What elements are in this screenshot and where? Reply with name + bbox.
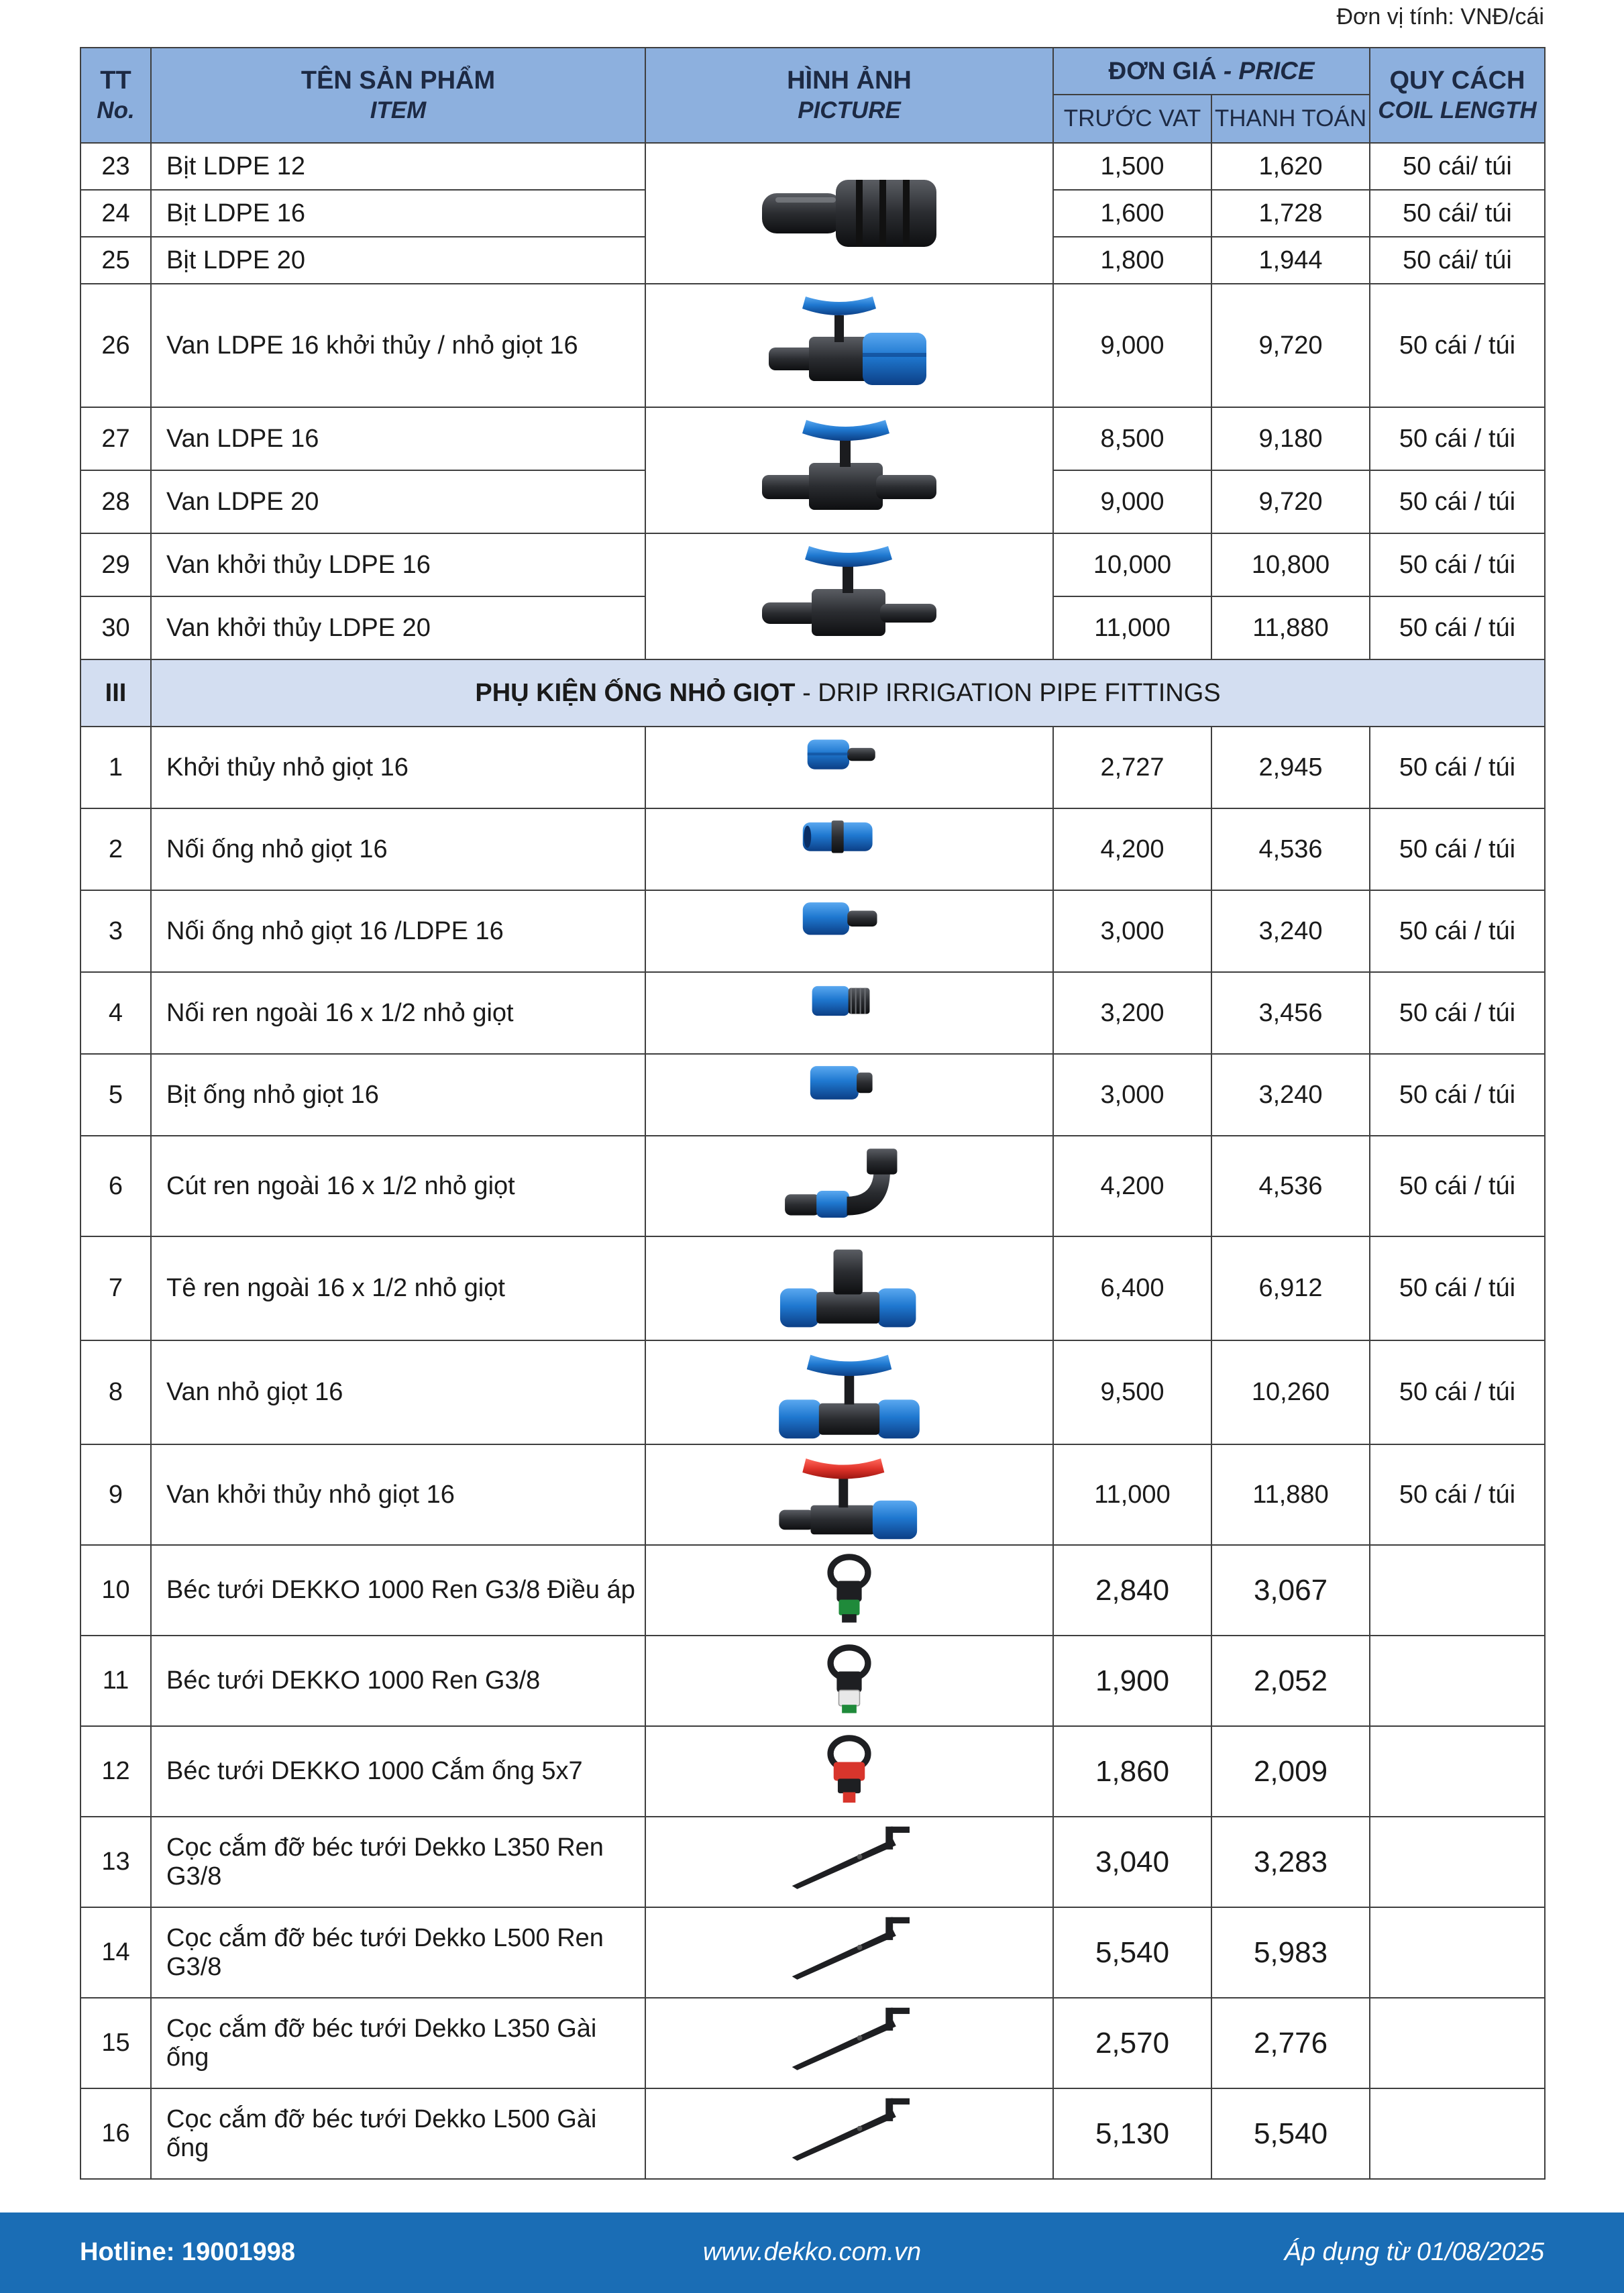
elbow-icon xyxy=(762,1140,936,1232)
row-name: Cút ren ngoài 16 x 1/2 nhỏ giọt xyxy=(151,1136,645,1236)
red-valve-icon xyxy=(762,1449,936,1540)
table-row xyxy=(80,1636,1545,1726)
row-price-before: 11,000 xyxy=(1053,1444,1211,1545)
row-name: Nối ống nhỏ giọt 16 /LDPE 16 xyxy=(151,890,645,972)
row-name: Bịt LDPE 20 xyxy=(151,237,645,284)
table-row xyxy=(80,1817,1545,1907)
row-price-after: 3,240 xyxy=(1211,890,1370,972)
row-price-before: 3,200 xyxy=(1053,972,1211,1054)
row-price-before: 1,500 xyxy=(1053,143,1211,190)
table-row xyxy=(80,407,1545,470)
website-link[interactable]: www.dekko.com.vn xyxy=(702,2238,922,2266)
row-picture xyxy=(645,1136,1053,1236)
row-picture xyxy=(645,972,1053,1054)
row-price-after: 3,067 xyxy=(1211,1545,1370,1636)
row-no: 7 xyxy=(80,1236,151,1340)
row-price-after: 1,944 xyxy=(1211,237,1370,284)
row-price-after: 9,720 xyxy=(1211,470,1370,533)
table-row xyxy=(80,1545,1545,1636)
row-price-after: 3,240 xyxy=(1211,1054,1370,1136)
row-price-before: 8,500 xyxy=(1053,407,1211,470)
row-price-before: 10,000 xyxy=(1053,533,1211,596)
ldpe-drip-valve-icon xyxy=(762,288,936,403)
hotline[interactable]: Hotline: 19001998 xyxy=(80,2238,296,2266)
table-row xyxy=(80,1907,1545,1998)
row-pack: 50 cái / túi xyxy=(1370,1340,1545,1444)
row-picture xyxy=(645,727,1053,808)
sprinkler-red-icon xyxy=(762,1731,936,1812)
row-price-before: 5,130 xyxy=(1053,2088,1211,2179)
row-pack xyxy=(1370,1998,1545,2088)
table-row xyxy=(80,890,1545,972)
row-price-after: 3,283 xyxy=(1211,1817,1370,1907)
row-pack: 50 cái / túi xyxy=(1370,1136,1545,1236)
table-row xyxy=(80,1998,1545,2088)
row-pack xyxy=(1370,1726,1545,1817)
row-price-after: 1,620 xyxy=(1211,143,1370,190)
header-spec: QUY CÁCH COIL LENGTH xyxy=(1370,48,1545,143)
row-name: Van LDPE 16 xyxy=(151,407,645,470)
row-no: 3 xyxy=(80,890,151,972)
row-price-after: 2,776 xyxy=(1211,1998,1370,2088)
table-row xyxy=(80,1340,1545,1444)
sprinkler-green-icon xyxy=(762,1550,936,1631)
row-no: 24 xyxy=(80,190,151,237)
row-price-after: 4,536 xyxy=(1211,808,1370,890)
row-price-after: 9,720 xyxy=(1211,284,1370,407)
row-no: 10 xyxy=(80,1545,151,1636)
row-pack: 50 cái / túi xyxy=(1370,1054,1545,1136)
row-picture xyxy=(645,1726,1053,1817)
row-picture xyxy=(645,890,1053,972)
row-picture xyxy=(645,1340,1053,1444)
table-row xyxy=(80,808,1545,890)
row-price-before: 11,000 xyxy=(1053,596,1211,659)
table-row xyxy=(80,2088,1545,2179)
picture-valve-start-ldpe xyxy=(645,533,1053,659)
row-picture xyxy=(645,2088,1053,2179)
row-pack: 50 cái / túi xyxy=(1370,1444,1545,1545)
row-price-after: 5,983 xyxy=(1211,1907,1370,1998)
row-price-before: 1,600 xyxy=(1053,190,1211,237)
stake-icon xyxy=(762,1821,936,1903)
table-row xyxy=(80,143,1545,190)
row-no: 23 xyxy=(80,143,151,190)
row-pack: 50 cái / túi xyxy=(1370,284,1545,407)
row-name: Cọc cắm đỡ béc tưới Dekko L500 Ren G3/8 xyxy=(151,1907,645,1998)
row-name: Béc tưới DEKKO 1000 Cắm ống 5x7 xyxy=(151,1726,645,1817)
row-price-before: 1,900 xyxy=(1053,1636,1211,1726)
row-price-before: 6,400 xyxy=(1053,1236,1211,1340)
coupling-icon xyxy=(762,813,936,886)
row-no: 14 xyxy=(80,1907,151,1998)
row-no: 12 xyxy=(80,1726,151,1817)
row-name: Nối ren ngoài 16 x 1/2 nhỏ giọt xyxy=(151,972,645,1054)
header-picture: HÌNH ẢNH PICTURE xyxy=(645,48,1053,143)
row-pack: 50 cái / túi xyxy=(1370,727,1545,808)
header-price: ĐƠN GIÁ - PRICE xyxy=(1053,48,1370,95)
row-no: 16 xyxy=(80,2088,151,2179)
row-price-after: 11,880 xyxy=(1211,1444,1370,1545)
row-price-before: 5,540 xyxy=(1053,1907,1211,1998)
row-pack: 50 cái / túi xyxy=(1370,808,1545,890)
row-price-before: 1,860 xyxy=(1053,1726,1211,1817)
row-name: Bịt LDPE 12 xyxy=(151,143,645,190)
table-row xyxy=(80,533,1545,596)
blue-valve-icon xyxy=(762,1345,936,1440)
table-row xyxy=(80,1054,1545,1136)
row-price-before: 1,800 xyxy=(1053,237,1211,284)
row-no: 1 xyxy=(80,727,151,808)
row-no: 28 xyxy=(80,470,151,533)
row-pack: 50 cái/ túi xyxy=(1370,237,1545,284)
row-no: 26 xyxy=(80,284,151,407)
row-no: 2 xyxy=(80,808,151,890)
row-no: 15 xyxy=(80,1998,151,2088)
row-price-after: 2,009 xyxy=(1211,1726,1370,1817)
start-valve-ldpe-icon xyxy=(755,539,943,653)
header-name: TÊN SẢN PHẨM ITEM xyxy=(151,48,645,143)
row-name: Van LDPE 20 xyxy=(151,470,645,533)
row-name: Cọc cắm đỡ béc tưới Dekko L500 Gài ống xyxy=(151,2088,645,2179)
row-price-after: 9,180 xyxy=(1211,407,1370,470)
applied-date: Áp dụng từ 01/08/2025 xyxy=(1284,2238,1544,2266)
row-no: 29 xyxy=(80,533,151,596)
row-price-after: 2,945 xyxy=(1211,727,1370,808)
row-no: 9 xyxy=(80,1444,151,1545)
male-thread-icon xyxy=(762,977,936,1049)
row-pack: 50 cái / túi xyxy=(1370,407,1545,470)
row-pack: 50 cái / túi xyxy=(1370,972,1545,1054)
row-price-before: 9,500 xyxy=(1053,1340,1211,1444)
row-no: 8 xyxy=(80,1340,151,1444)
row-pack xyxy=(1370,2088,1545,2179)
row-price-before: 3,040 xyxy=(1053,1817,1211,1907)
row-no: 4 xyxy=(80,972,151,1054)
row-name: Khởi thủy nhỏ giọt 16 xyxy=(151,727,645,808)
row-picture xyxy=(645,1054,1053,1136)
row-price-before: 9,000 xyxy=(1053,470,1211,533)
row-picture xyxy=(645,1998,1053,2088)
row-name: Bịt LDPE 16 xyxy=(151,190,645,237)
row-picture xyxy=(645,1236,1053,1340)
section-row xyxy=(80,659,1545,727)
row-pack xyxy=(1370,1545,1545,1636)
section-title: PHỤ KIỆN ỐNG NHỎ GIỌT - DRIP IRRIGATION PIPE FITTINGS xyxy=(151,659,1545,727)
row-picture xyxy=(645,1636,1053,1726)
section-number: III xyxy=(80,659,151,727)
row-pack xyxy=(1370,1636,1545,1726)
row-name: Béc tưới DEKKO 1000 Ren G3/8 xyxy=(151,1636,645,1726)
row-price-after: 11,880 xyxy=(1211,596,1370,659)
row-name: Bịt ống nhỏ giọt 16 xyxy=(151,1054,645,1136)
row-name: Nối ống nhỏ giọt 16 xyxy=(151,808,645,890)
row-picture xyxy=(645,1817,1053,1907)
table-row xyxy=(80,727,1545,808)
header-payment: THANH TOÁN xyxy=(1211,95,1370,143)
row-name: Van nhỏ giọt 16 xyxy=(151,1340,645,1444)
table-row xyxy=(80,1136,1545,1236)
unit-note: Đơn vị tính: VNĐ/cái xyxy=(1336,4,1544,30)
row-price-before: 9,000 xyxy=(1053,284,1211,407)
row-pack: 50 cái / túi xyxy=(1370,470,1545,533)
row-price-after: 10,260 xyxy=(1211,1340,1370,1444)
row-price-after: 10,800 xyxy=(1211,533,1370,596)
row-price-before: 4,200 xyxy=(1053,808,1211,890)
row-price-after: 5,540 xyxy=(1211,2088,1370,2179)
stake-icon xyxy=(762,2093,936,2174)
row-picture xyxy=(645,1545,1053,1636)
row-price-after: 2,052 xyxy=(1211,1636,1370,1726)
row-pack: 50 cái / túi xyxy=(1370,533,1545,596)
table-row xyxy=(80,284,1545,407)
row-pack xyxy=(1370,1817,1545,1907)
row-no: 27 xyxy=(80,407,151,470)
picture-valve-ldpe-drip xyxy=(645,284,1053,407)
row-price-before: 2,840 xyxy=(1053,1545,1211,1636)
row-price-before: 4,200 xyxy=(1053,1136,1211,1236)
row-price-after: 6,912 xyxy=(1211,1236,1370,1340)
row-price-before: 3,000 xyxy=(1053,1054,1211,1136)
row-pack: 50 cái/ túi xyxy=(1370,143,1545,190)
row-pack: 50 cái / túi xyxy=(1370,1236,1545,1340)
tee-icon xyxy=(762,1241,936,1336)
row-name: Van khởi thủy nhỏ giọt 16 xyxy=(151,1444,645,1545)
row-price-after: 1,728 xyxy=(1211,190,1370,237)
table-row xyxy=(80,1444,1545,1545)
row-name: Cọc cắm đỡ béc tưới Dekko L350 Ren G3/8 xyxy=(151,1817,645,1907)
row-price-before: 3,000 xyxy=(1053,890,1211,972)
row-picture xyxy=(645,1444,1053,1545)
row-name: Béc tưới DEKKO 1000 Ren G3/8 Điều áp xyxy=(151,1545,645,1636)
picture-valve-ldpe xyxy=(645,407,1053,533)
row-price-after: 4,536 xyxy=(1211,1136,1370,1236)
row-price-after: 3,456 xyxy=(1211,972,1370,1054)
header-before-vat: TRƯỚC VAT xyxy=(1053,95,1211,143)
end-cap-icon xyxy=(762,1059,936,1131)
table-row xyxy=(80,1236,1545,1340)
row-pack: 50 cái / túi xyxy=(1370,890,1545,972)
stake-icon xyxy=(762,1912,936,1993)
row-name: Van khởi thủy LDPE 16 xyxy=(151,533,645,596)
row-name: Van khởi thủy LDPE 20 xyxy=(151,596,645,659)
row-picture xyxy=(645,808,1053,890)
row-pack: 50 cái / túi xyxy=(1370,596,1545,659)
header-tt: TT No. xyxy=(80,48,151,143)
ldpe-valve-icon xyxy=(755,413,943,527)
row-no: 13 xyxy=(80,1817,151,1907)
row-pack: 50 cái/ túi xyxy=(1370,190,1545,237)
row-picture xyxy=(645,1907,1053,1998)
adapter-icon xyxy=(762,895,936,967)
row-name: Tê ren ngoài 16 x 1/2 nhỏ giọt xyxy=(151,1236,645,1340)
row-no: 25 xyxy=(80,237,151,284)
picture-plug-ldpe xyxy=(645,143,1053,284)
table-row xyxy=(80,972,1545,1054)
row-name: Van LDPE 16 khởi thủy / nhỏ giọt 16 xyxy=(151,284,645,407)
sprinkler-white-icon xyxy=(762,1640,936,1721)
row-no: 30 xyxy=(80,596,151,659)
price-table xyxy=(80,47,1546,2180)
row-no: 6 xyxy=(80,1136,151,1236)
row-pack xyxy=(1370,1907,1545,1998)
footer-bar xyxy=(0,2212,1624,2293)
row-price-before: 2,570 xyxy=(1053,1998,1211,2088)
row-no: 11 xyxy=(80,1636,151,1726)
stake-icon xyxy=(762,2003,936,2084)
start-connector-icon xyxy=(762,731,936,804)
table-row xyxy=(80,1726,1545,1817)
ldpe-plug-icon xyxy=(749,160,950,267)
row-no: 5 xyxy=(80,1054,151,1136)
row-price-before: 2,727 xyxy=(1053,727,1211,808)
row-name: Cọc cắm đỡ béc tưới Dekko L350 Gài ống xyxy=(151,1998,645,2088)
